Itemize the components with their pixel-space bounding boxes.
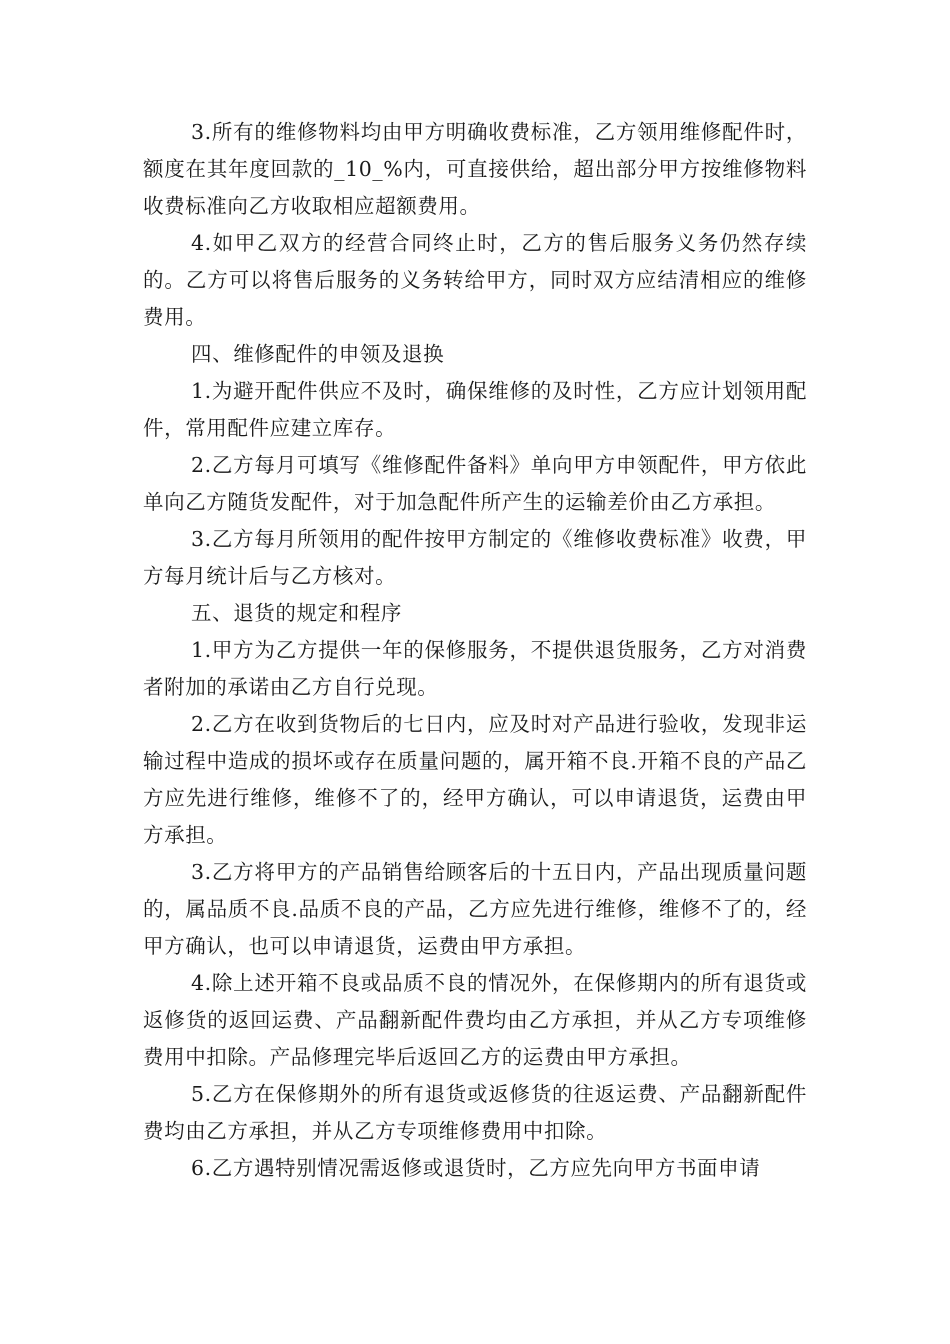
document-body [143, 114, 807, 1187]
clause-5-out-of-warranty: 5.乙方在保修期外的所有退货或返修货的往返运费、产品翻新配件费均由乙方承担，并从乙方专项维修费用中扣除。 [143, 1082, 807, 1143]
clause-1-warranty: 1.甲方为乙方提供一年的保修服务，不提供退货服务，乙方对消费者附加的承诺由乙方自行兑现。 [143, 638, 807, 699]
clause-3-parts-billing: 3.乙方每月所领用的配件按甲方制定的《维修收费标准》收费，甲方每月统计后与乙方核对。 [143, 527, 807, 588]
clause-2-parts-request: 2.乙方每月可填写《维修配件备料》单向甲方申领配件，甲方依此单向乙方随货发配件，对于加急配件所产生的运输差价由乙方承担。 [143, 453, 807, 514]
clause-6-special-cases: 6.乙方遇特别情况需返修或退货时，乙方应先向甲方书面申请 [191, 1156, 761, 1180]
section-heading-returns: 五、退货的规定和程序 [191, 601, 402, 625]
clause-3-quality-defect: 3.乙方将甲方的产品销售给顾客后的十五日内，产品出现质量问题的，属品质不良.品质不良的产品，乙方应先进行维修，维修不了的，经甲方确认，也可以申请退货，运费由甲方承担。 [143, 860, 807, 958]
clause-4-return-freight: 4.除上述开箱不良或品质不良的情况外，在保修期内的所有退货或返修货的返回运费、产品翻新配件费均由乙方承担，并从乙方专项维修费用中扣除。产品修理完毕后返回乙方的运费由甲方承担。 [143, 971, 807, 1069]
section-heading-parts-requisition: 四、维修配件的申领及退换 [191, 342, 445, 366]
clause-1-parts-stock: 1.为避开配件供应不及时，确保维修的及时性，乙方应计划领用配件，常用配件应建立库存。 [143, 379, 807, 440]
clause-4-contract-termination: 4.如甲乙双方的经营合同终止时，乙方的售后服务义务仍然存续的。乙方可以将售后服务的义务转给甲方，同时双方应结清相应的维修费用。 [143, 231, 807, 329]
clause-2-unboxing-defect: 2.乙方在收到货物后的七日内，应及时对产品进行验收，发现非运输过程中造成的损坏或存在质量问题的，属开箱不良.开箱不良的产品乙方应先进行维修，维修不了的，经甲方确认，可以申请退货，运费由甲方承担。 [143, 712, 807, 847]
clause-3-material-fees: 3.所有的维修物料均由甲方明确收费标准，乙方领用维修配件时，额度在其年度回款的_10_%内，可直接供给，超出部分甲方按维修物料收费标准向乙方收取相应超额费用。 [143, 120, 807, 218]
